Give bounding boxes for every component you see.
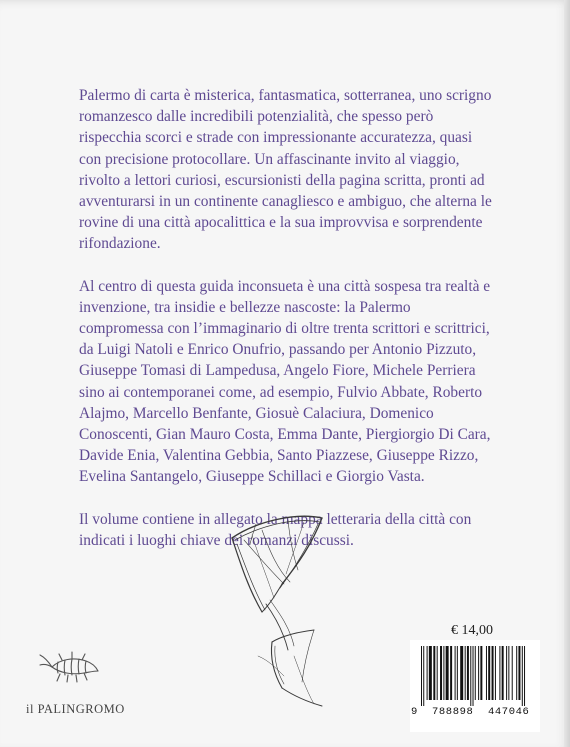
barcode-icon	[420, 646, 538, 706]
blurb-paragraph-1: Palermo di carta è misterica, fantasmatica, sotterranea, uno scrigno romanzesco dalle incredibili potenzialità, che spesso però rispecchia scorci e strade con impressionante accuratezza, quasi con precisione protocollare. Un affascinante invito al viaggio, rivolto a lettori curiosi, escursionisti della pagina scritta, pronti ad avventurarsi in un continente canagliesco e ambiguo, che alterna le rovine di una città apocalittica e la sua improvvisa e sorprendente rifondazione.	[79, 87, 492, 253]
insect-logo	[38, 645, 104, 685]
blurb-text	[79, 85, 495, 551]
isbn-group-2: 447046	[488, 706, 530, 718]
isbn-barcode	[410, 640, 540, 732]
price-label: € 14,00	[451, 623, 493, 638]
pencil-sketch-illustration	[210, 500, 360, 725]
blurb-paragraph-3: Il volume contiene in allegato la mappa letteraria della città con indicati i luoghi chiave dei romanzi discussi.	[79, 510, 472, 549]
cover-edge	[564, 0, 570, 747]
publisher-name: il PALINGROMO	[26, 702, 125, 716]
blurb-paragraph-2: Al centro di questa guida inconsueta è una città sospesa tra realtà e invenzione, tra insidie e bellezze nascoste: la Palermo compromessa con l’immaginario di oltre trenta scrittori e scrittrici, da Luigi Natoli e Enrico Onufrio, passando per Antonio Pizzuto, Giuseppe Tomasi di Lampedusa, Angelo Fiore, Michele Perriera sino ai contemporanei come, ad esempio, Fulvio Abbate, Roberto Alajmo, Marcello Benfante, Giosuè Calaciura, Domenico Conoscenti, Gian Mauro Costa, Emma Dante, Piergiorgio Di Cara, Davide Enia, Valentina Gebbia, Santo Piazzese, Giuseppe Rizzo, Evelina Santangelo, Giuseppe Schillaci e Giorgio Vasta.	[79, 277, 491, 486]
isbn-prefix: 9	[411, 706, 418, 718]
isbn-group-1: 788898	[432, 706, 474, 718]
